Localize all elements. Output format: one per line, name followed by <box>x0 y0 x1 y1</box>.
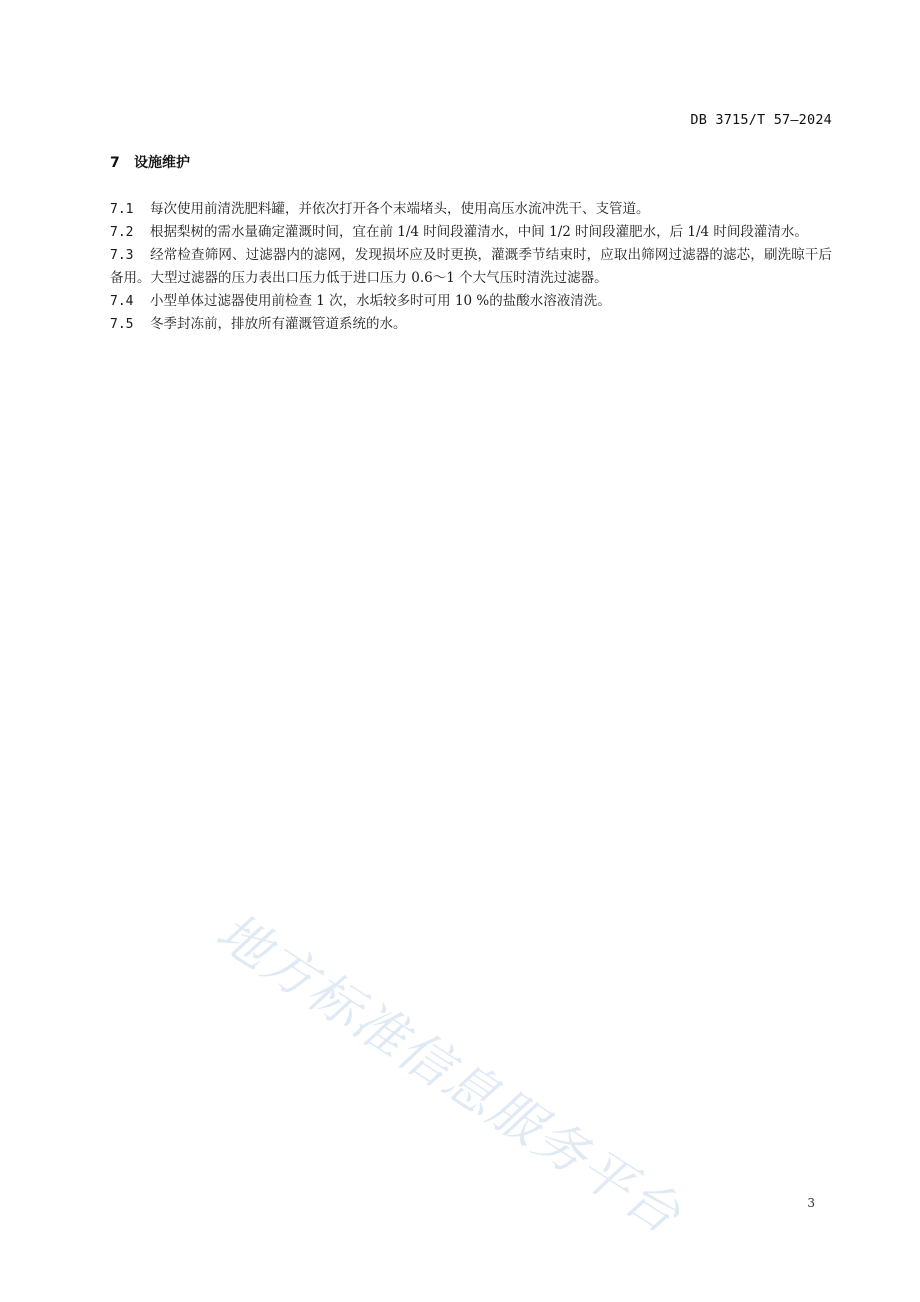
clause-text: 每次使用前清洗肥料罐，并依次打开各个末端堵头，使用高压水流冲洗干、支管道。 <box>150 201 650 217</box>
document-code: DB 3715/T 57—2024 <box>690 112 832 128</box>
clause-text: 小型单体过滤器使用前检查 1 次，水垢较多时可用 10 %的盐酸水溶液清洗。 <box>150 293 611 309</box>
section-heading <box>110 152 190 172</box>
clause-text: 根据梨树的需水量确定灌溉时间，宜在前 1/4 时间段灌清水，中间 1/2 时间段灌肥水，后 1/4 时间段灌清水。 <box>150 224 808 240</box>
page-number: 3 <box>807 1196 815 1210</box>
section-title: 设施维护 <box>134 155 190 171</box>
clause-number: 7.2 <box>110 225 134 240</box>
clause-text: 冬季封冻前，排放所有灌溉管道系统的水。 <box>150 316 407 332</box>
clause-number: 7.5 <box>110 317 134 332</box>
clause-list <box>110 198 832 336</box>
clause-7-1 <box>110 198 832 221</box>
clause-number: 7.1 <box>110 202 134 217</box>
watermark: 地方标准信息服务平台 <box>205 901 692 1247</box>
clause-text: 经常检查筛网、过滤器内的滤网，发现损坏应及时更换，灌溉季节结束时，应取出筛网过滤器的滤芯，刷洗晾干后备用。大型过滤器的压力表出口压力低于进口压力 0.6～1 个大气压时清洗过滤器。 <box>110 247 832 286</box>
clause-7-5 <box>110 313 832 336</box>
clause-7-3 <box>110 244 832 290</box>
clause-7-4 <box>110 290 832 313</box>
clause-7-2 <box>110 221 832 244</box>
clause-number: 7.3 <box>110 248 134 263</box>
section-number: 7 <box>110 155 120 171</box>
clause-number: 7.4 <box>110 294 134 309</box>
